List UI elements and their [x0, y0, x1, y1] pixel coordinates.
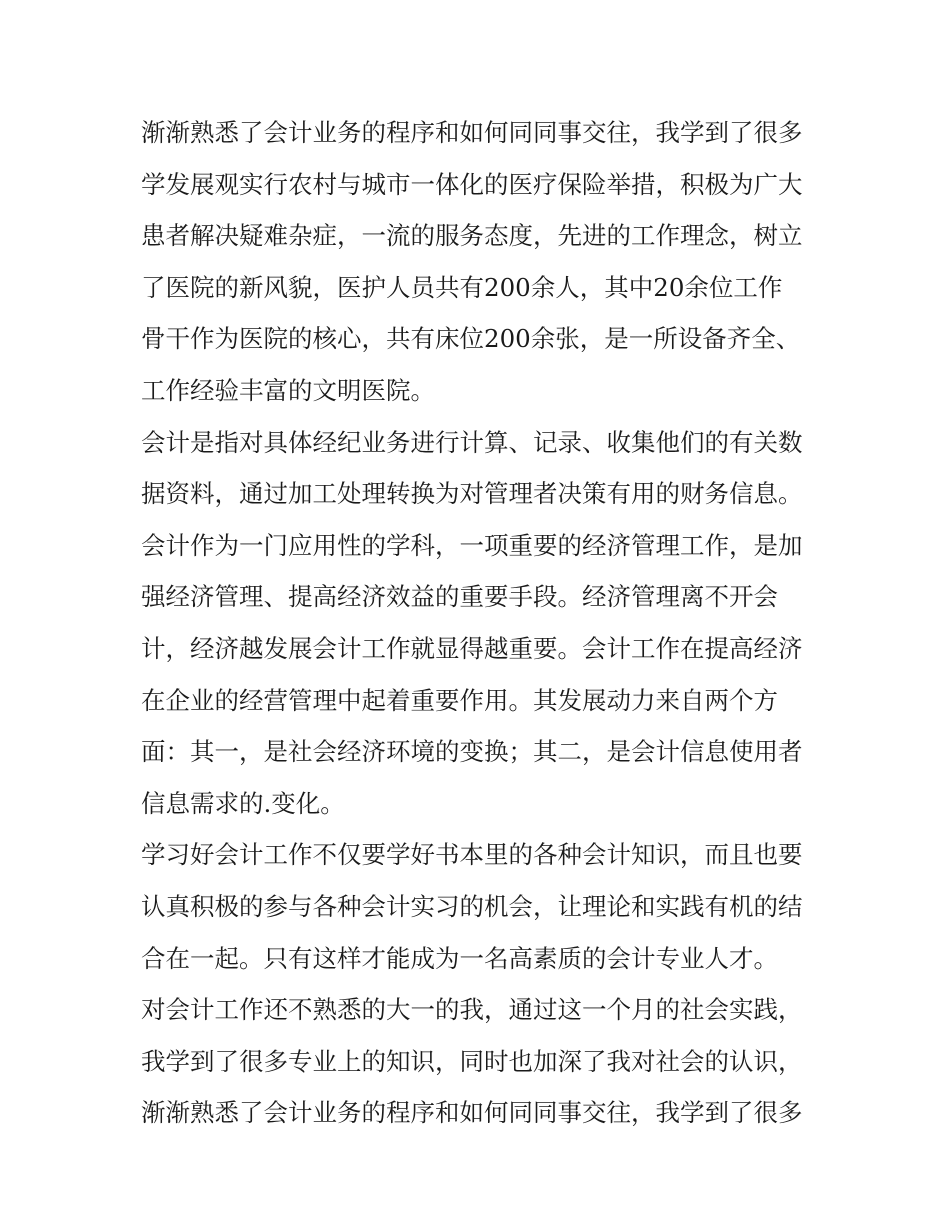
text-line: 我学到了很多专业上的知识，同时也加深了我对社会的认识，	[141, 1046, 803, 1076]
text-line: 渐渐熟悉了会计业务的程序和如何同同事交往，我学到了很多	[141, 118, 803, 147]
text-line: 学发展观实行农村与城市一体化的医疗保险举措，积极为广大	[141, 169, 803, 199]
text-line: 计，经济越发展会计工作就显得越重要。会计工作在提高经济	[141, 633, 803, 663]
text-line: 认真积极的参与各种会计实习的机会，让理论和实践有机的结	[141, 891, 803, 921]
text-line: 合在一起。只有这样才能成为一名高素质的会计专业人才。	[141, 943, 778, 973]
text-line: 渐渐熟悉了会计业务的程序和如何同同事交往，我学到了很多	[141, 1098, 803, 1128]
text-line: 了医院的新风貌，医护人员共有200余人，其中20余位工作	[141, 272, 783, 302]
text-line: 信息需求的.变化。	[141, 788, 345, 818]
text-line: 会计作为一门应用性的学科，一项重要的经济管理工作，是加	[141, 530, 803, 560]
text-line: 强经济管理、提高经济效益的重要手段。经济管理离不开会	[141, 582, 778, 612]
text-line: 患者解决疑难杂症，一流的服务态度，先进的工作理念，树立	[141, 221, 803, 251]
text-line: 面：其一，是社会经济环境的变换；其二，是会计信息使用者	[141, 737, 803, 767]
text-line: 在企业的经营管理中起着重要作用。其发展动力来自两个方	[141, 685, 778, 715]
text-line: 会计是指对具体经纪业务进行计算、记录、收集他们的有关数	[141, 427, 803, 457]
text-line: 骨干作为医院的核心，共有床位200余张，是一所设备齐全、	[141, 324, 801, 354]
text-line: 对会计工作还不熟悉的大一的我，通过这一个月的社会实践，	[141, 995, 803, 1025]
document-body	[141, 107, 821, 1139]
text-line: 学习好会计工作不仅要学好书本里的各种会计知识，而且也要	[141, 840, 803, 870]
text-line: 据资料，通过加工处理转换为对管理者决策有用的财务信息。	[141, 479, 803, 509]
text-line: 工作经验丰富的文明医院。	[141, 375, 435, 405]
